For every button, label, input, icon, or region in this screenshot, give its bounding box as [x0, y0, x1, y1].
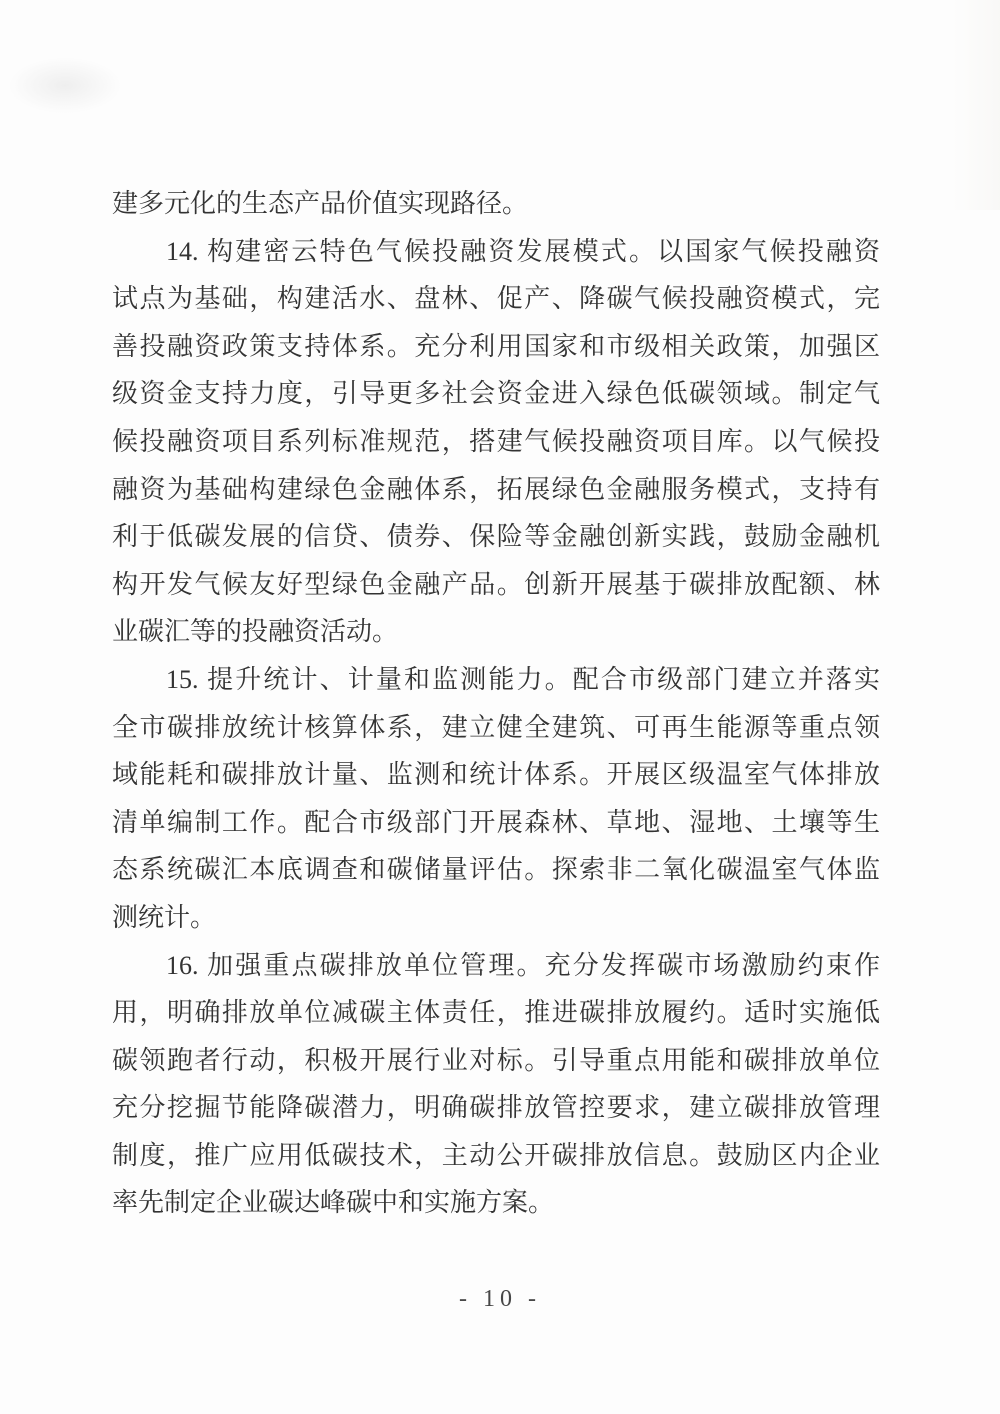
body-text-line: 全市碳排放统计核算体系，建立健全建筑、可再生能源等重点领 — [112, 712, 880, 742]
body-text-line: 测统计。 — [112, 902, 217, 932]
paragraph — [112, 942, 880, 1228]
body-text-line: 试点为基础，构建活水、盘林、促产、降碳气候投融资模式，完 — [112, 284, 880, 314]
paragraph — [112, 228, 880, 656]
body-text-line: 善投融资政策支持体系。充分利用国家和市级相关政策，加强区 — [112, 331, 880, 361]
body-text-line: 态系统碳汇本底调查和碳储量评估。探索非二氧化碳温室气体监 — [112, 855, 880, 885]
body-text-line: 候投融资项目系列标准规范，搭建气候投融资项目库。以气候投 — [112, 426, 880, 456]
body-text-line: 用，明确排放单位减碳主体责任，推进碳排放履约。适时实施低 — [112, 998, 880, 1028]
scan-smudge-topleft — [0, 48, 140, 123]
body-text-line: 构开发气候友好型绿色金融产品。创新开展基于碳排放配额、林 — [112, 569, 880, 599]
body-text-line: 制度，推广应用低碳技术，主动公开碳排放信息。鼓励区内企业 — [112, 1140, 880, 1170]
body-text-line: 建多元化的生态产品价值实现路径。 — [112, 189, 529, 218]
body-text-line: 融资为基础构建绿色金融体系，拓展绿色金融服务模式，支持有 — [112, 474, 880, 504]
body-text-line: 清单编制工作。配合市级部门开展森林、草地、湿地、土壤等生 — [112, 807, 880, 837]
body-text-line: 级资金支持力度，引导更多社会资金进入绿色低碳领域。制定气 — [112, 379, 880, 409]
body-text-line: 利于低碳发展的信贷、债券、保险等金融创新实践，鼓励金融机 — [112, 522, 880, 552]
body-text-line: 16. 加强重点碳排放单位管理。充分发挥碳市场激励约束作 — [166, 950, 880, 980]
body-text — [112, 180, 880, 1227]
scan-smudge-right-edge — [952, 0, 1000, 210]
paragraph — [112, 180, 880, 228]
page-number: - 10 - — [459, 1286, 541, 1312]
body-text-line: 业碳汇等的投融资活动。 — [112, 617, 399, 647]
body-text-line: 域能耗和碳排放计量、监测和统计体系。开展区级温室气体排放 — [112, 760, 880, 790]
body-text-line: 14. 构建密云特色气候投融资发展模式。以国家气候投融资 — [166, 236, 880, 266]
body-text-line: 充分挖掘节能降碳潜力，明确碳排放管控要求，建立碳排放管理 — [112, 1093, 880, 1123]
body-text-line: 率先制定企业碳达峰碳中和实施方案。 — [112, 1188, 555, 1218]
body-text-line: 碳领跑者行动，积极开展行业对标。引导重点用能和碳排放单位 — [112, 1045, 880, 1075]
paragraph — [112, 656, 880, 942]
body-text-line: 15. 提升统计、计量和监测能力。配合市级部门建立并落实 — [166, 664, 880, 694]
